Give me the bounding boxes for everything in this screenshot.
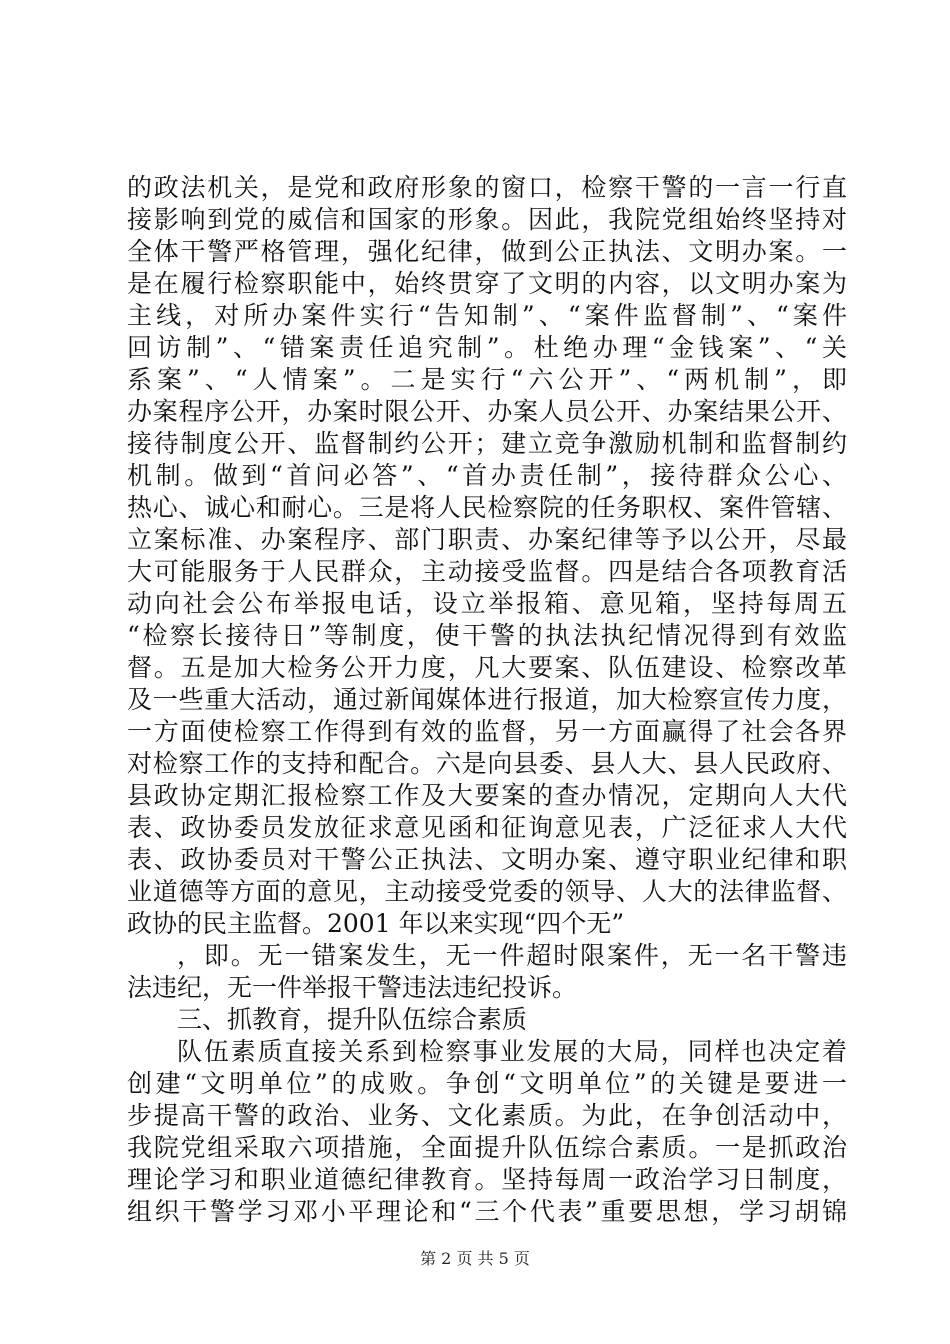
text-line: 督。五是加大检务公开力度，凡大要案、队伍建设、检察改革 xyxy=(127,653,847,682)
text-line: 组织干警学习邓小平理论和“三个代表”重要思想，学习胡锦 xyxy=(127,1197,847,1226)
text-line: 步提高干警的政治、业务、文化素质。为此，在争创活动中， xyxy=(127,1101,847,1130)
text-line: 立案标准、办案程序、部门职责、办案纪律等予以公开，尽最 xyxy=(127,525,847,554)
text-line: 政协的民主监督。2001 年以来实现“四个无” xyxy=(127,909,625,938)
text-line: 机制。做到“首问必答”、“首办责任制”，接待群众公心、 xyxy=(127,461,847,490)
text-line: 接影响到党的威信和国家的形象。因此，我院党组始终坚持对 xyxy=(127,205,847,234)
text-line: 表、政协委员对干警公正执法、文明办案、遵守职业纪律和职 xyxy=(127,845,847,874)
text-line: 表、政协委员发放征求意见函和征询意见表，广泛征求人大代 xyxy=(127,813,847,842)
text-line: 回访制”、“错案责任追究制”。杜绝办理“金钱案”、“关 xyxy=(127,333,847,362)
text-line: 系案”、“人情案”。二是实行“六公开”、“两机制”，即 xyxy=(127,365,847,394)
text-line: 我院党组采取六项措施，全面提升队伍综合素质。一是抓政治 xyxy=(127,1133,847,1162)
text-line: 主线，对所办案件实行“告知制”、“案件监督制”、“案件 xyxy=(127,301,847,330)
text-line: 热心、诚心和耐心。三是将人民检察院的任务职权、案件管辖、 xyxy=(127,493,847,522)
text-line: 办案程序公开，办案时限公开、办案人员公开、办案结果公开、 xyxy=(127,397,847,426)
text-line: 及一些重大活动，通过新闻媒体进行报道，加大检察宣传力度， xyxy=(127,685,847,714)
text-line: 动向社会公布举报电话，设立举报箱、意见箱，坚持每周五 xyxy=(127,589,847,618)
text-line: 业道德等方面的意见，主动接受党委的领导、人大的法律监督、 xyxy=(127,877,847,906)
text-line: 队伍素质直接关系到检察事业发展的大局，同样也决定着 xyxy=(177,1037,847,1066)
text-line: 大可能服务于人民群众，主动接受监督。四是结合各项教育活 xyxy=(127,557,847,586)
text-line: 一方面使检察工作得到有效的监督，另一方面赢得了社会各界 xyxy=(127,717,847,746)
document-body xyxy=(127,172,847,1228)
text-line: 法违纪，无一件举报干警违法违纪投诉。 xyxy=(127,973,578,1002)
text-line: 的政法机关，是党和政府形象的窗口，检察干警的一言一行直 xyxy=(127,173,847,202)
text-line: 创建“文明单位”的成败。争创“文明单位”的关键是要进一 xyxy=(127,1069,847,1098)
text-line: “检察长接待日”等制度，使干警的执法执纪情况得到有效监 xyxy=(127,621,847,650)
text-line: 三、抓教育，提升队伍综合素质 xyxy=(177,1005,528,1034)
text-line: 接待制度公开、监督制约公开；建立竞争激励机制和监督制约 xyxy=(127,429,847,458)
text-line: ，即。无一错案发生，无一件超时限案件，无一名干警违 xyxy=(177,941,847,970)
text-line: 县政协定期汇报检察工作及大要案的查办情况，定期向人大代 xyxy=(127,781,847,810)
text-line: 是在履行检察职能中，始终贯穿了文明的内容，以文明办案为 xyxy=(127,269,847,298)
page-footer: 第 2 页 共 5 页 xyxy=(420,1249,530,1268)
text-line: 全体干警严格管理，强化纪律，做到公正执法、文明办案。一 xyxy=(127,237,847,266)
text-line: 对检察工作的支持和配合。六是向县委、县人大、县人民政府、 xyxy=(127,749,847,778)
text-line: 理论学习和职业道德纪律教育。坚持每周一政治学习日制度， xyxy=(127,1165,847,1194)
